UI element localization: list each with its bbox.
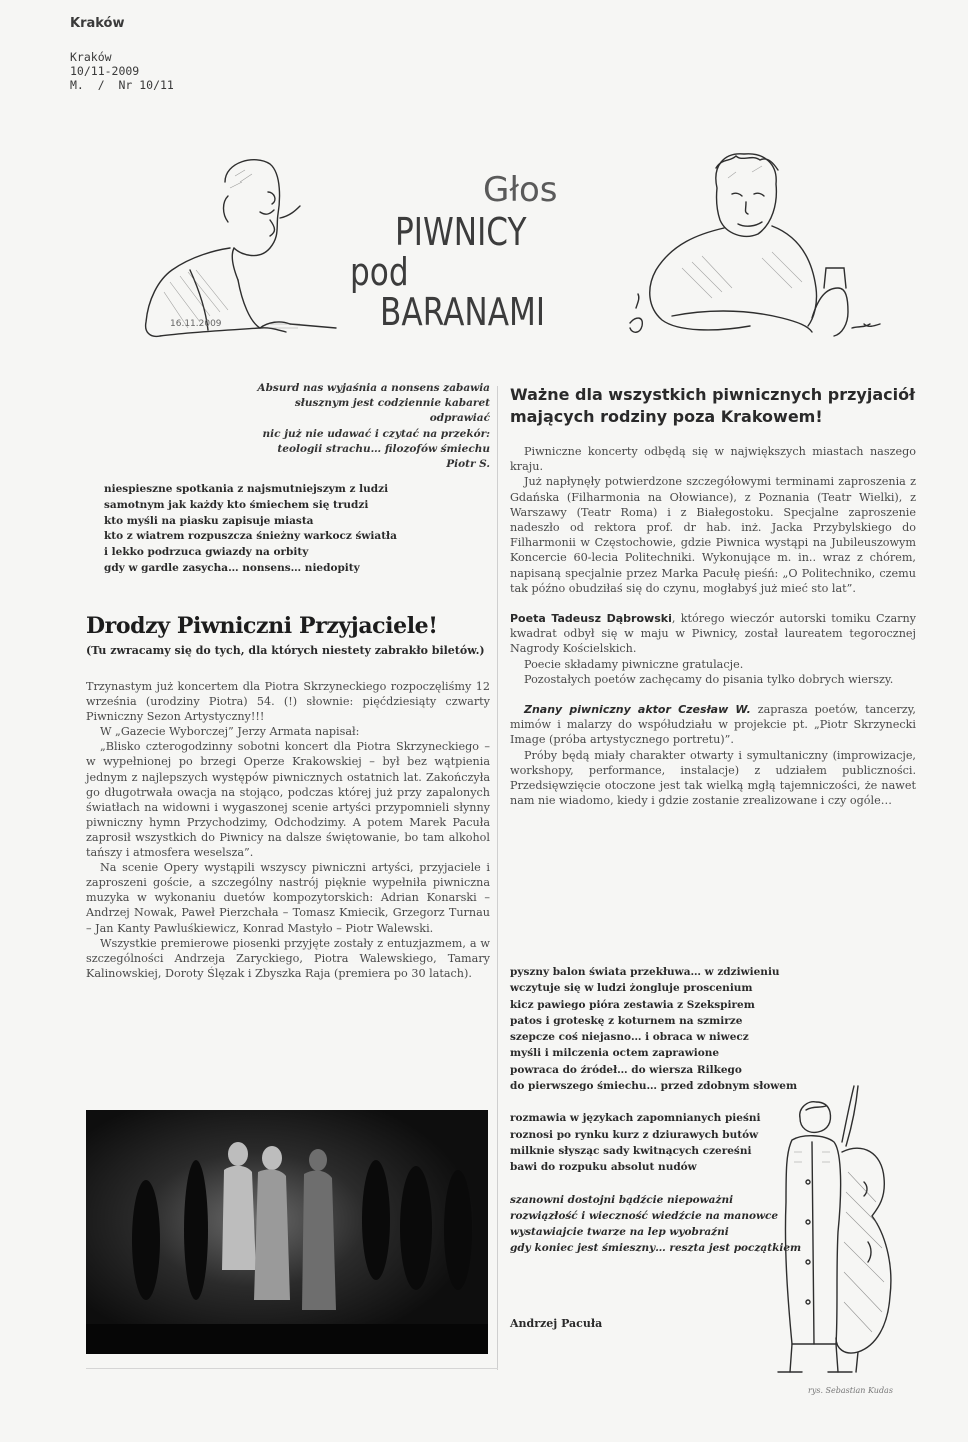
poem-line: niespieszne spotkania z najsmutniejszym z ludzi — [104, 483, 389, 495]
masthead-title-piwnicy: PIWNICY — [395, 210, 527, 254]
poet-name: Poeta Tadeusz Dąbrowski — [510, 612, 672, 626]
poem-line: teologii strachu… filozofów śmiechu — [277, 442, 490, 455]
poem-line: do pierwszego śmiechu… przed zdobnym słowem — [510, 1080, 798, 1093]
meta-line: 10/11-2009 — [70, 64, 140, 78]
article-body — [86, 679, 490, 981]
meta-line: Kraków — [70, 50, 112, 64]
article-paragraph: Trzynastym już koncertem dla Piotra Skrzyneckiego rozpoczęliśmy 12 września (urodziny Piotra) 54. (!) słownie: pięćdziesiąty czwarty Piwniczny Sezon Artystyczny!!! — [86, 680, 490, 724]
article-paragraph: „Blisko czterogodzinny sobotni koncert dla Piotra Skrzyneckiego – w wypełnionej po brzegi Operze Krakowskiej – był bez wątpienia jednym z najlepszych występów piwnicznych ostatnich lat. Zakończyła go długotrwała owacja na stojąco, podczas której już przy zapalonych światłach na widowni i wygaszonej scenie artyści przypomnieli słynny piwniczny hymn Przychodzimy, Odchodzimy. A potem Marek Pacuła zaprosił wszystkich do Piwnicy na dalsze świętowanie, bo tam alkohol tańszy i atmosfera weselsza”. — [86, 740, 490, 860]
masthead-title-pod: pod — [350, 250, 409, 294]
poem-line: milknie słysząc sady kwitnących czereśni — [510, 1144, 752, 1157]
poem-line: gdy koniec jest śmieszny… reszta jest początkiem — [510, 1242, 802, 1255]
cellist-drawing — [772, 1082, 932, 1378]
meta-line: M. / Nr 10/11 — [70, 78, 174, 92]
poem-line: i lekko podrzuca gwiazdy na orbity — [104, 546, 309, 559]
notice-text: , którego wieczór autorski tomiku Czarny kwadrat odbył się w maju w Piwnicy, został laureatem tegorocznej Nagrody Kościelskich. — [510, 612, 917, 656]
poem-line: kto myśli na piasku zapisuje miasta — [104, 514, 314, 527]
poem-signature: Piotr S. — [446, 458, 490, 471]
poem-line: szepcze coś niejasno… i obraca w niwecz — [510, 1031, 749, 1044]
poem-line: rozwiązłość i wieczność wiedźcie na manowce — [510, 1209, 779, 1222]
poem-line: kto z wiatrem rozpuszcza śnieżny warkocz światła — [104, 530, 397, 543]
poem-line: rozmawia w językach zapomnianych pieśni — [510, 1112, 761, 1125]
poem-line: bawi do rozpuku absolut nudów — [510, 1161, 697, 1174]
publication-meta — [70, 50, 174, 92]
poem-line: gdy w gardle zasycha… nonsens… niedopity — [104, 561, 360, 574]
article-heading: Drodzy Piwniczni Przyjaciele! — [86, 613, 438, 639]
drawing-date: 16.11.2009 — [170, 319, 222, 329]
notice-paragraph: Próby będą miały charakter otwarty i symultaniczny (improwizacje, workshopy, performance, instalacje) z udziałem publiczności. Przedsięwzięcie otoczone jest tak wielką mgłą tajemniczości, że nawet nam nie wiadomo, kiedy i gdzie zostanie zrealizowane i czy ogóle… — [510, 748, 916, 808]
poem-line: szanowni dostojni bądźcie niepoważni — [510, 1193, 734, 1206]
concert-photo — [86, 1110, 488, 1354]
notice-paragraph: Poecie składamy piwniczne gratulacje. — [524, 657, 744, 671]
poem-line: nic już nie udawać i czytać na przekór: — [262, 427, 490, 440]
poem-pacula — [510, 964, 810, 1273]
caricature-right-drawing — [612, 148, 892, 358]
poem-absurd — [250, 381, 490, 472]
poem-line: samotnym jak każdy kto śmiechem się trudzi — [104, 498, 369, 511]
poem-line: powraca do źródeł… do wiersza Rilkego — [510, 1063, 742, 1076]
poem-line: wystawiajcie twarze na lep wyobraźni — [510, 1226, 729, 1239]
poem-niespieszne — [104, 482, 484, 577]
illustration-credit: rys. Sebastian Kudas — [808, 1386, 893, 1395]
poem-line: Absurd nas wyjaśnia a nonsens zabawia — [257, 382, 490, 394]
column-divider — [497, 386, 498, 1370]
poem-line: wczytuje się w ludzi żongluje proscenium — [510, 982, 753, 995]
poem-stanza — [510, 1192, 810, 1257]
poem-line: roznosi po rynku kurz z dziurawych butów — [510, 1128, 759, 1141]
poem-line: pyszny balon świata przekłuwa… w zdziwieniu — [510, 966, 780, 978]
caricature-left-drawing — [130, 152, 345, 352]
poem-author: Andrzej Pacuła — [510, 1317, 603, 1330]
notice-text: zaprasza poetów, tancerzy, mimów i malarzy do współudziału w projekcie pt. „Piotr Skrzynecki Image (próba artystycznego portretu)”. — [510, 703, 916, 747]
article-paragraph: Wszystkie premierowe piosenki przyjęte zostały z entuzjazmem, a w szczególności Andrzeja Zaryckiego, Piotra Walewskiego, Tamary Kalinowskiej, Doroty Ślęzak i Zbyszka Raja (premiera po 30 latach). — [86, 936, 490, 980]
poem-line: patos i groteskę z koturnem na szmirze — [510, 1014, 743, 1027]
notice-paragraph: Pozostałych poetów zachęcamy do pisania tylko dobrych wierszy. — [524, 672, 894, 686]
poem-line: słusznym jest codziennie kabaret odprawiać — [294, 397, 490, 425]
notice-paragraph: Już napłynęły potwierdzone szczegółowymi terminami zaproszenia z Gdańska (Filharmonia na Ołowiance), z Poznania (Teatr Wielki), z Warszawy (Teatr Roma) i z Białegostoku. Specjalne zaproszenie nadeszło od rektora prof. dr hab. inż. Jacka Przybylskiego do Filharmonii w Częstochowie, gdzie Piwnica wystąpi na Jubileuszowym Koncercie 60-lecia Politechniki. Wykonujące m. in.. wraz z chórem, napisaną specjalnie przez Marka Pacułę pieśń: „O Politechniko, czemu tak późno obudziłaś się do czynu, mogłabyś już mieć sto lat”. — [510, 475, 916, 595]
notice-paragraph-laureate — [510, 611, 916, 657]
notice-paragraph: Piwniczne koncerty odbędą się w największych miastach naszego kraju. — [510, 445, 916, 474]
poem-stanza — [510, 964, 810, 1094]
poem-line: myśli i milczenia octem zaprawione — [510, 1047, 720, 1060]
article-subheading: (Tu zwracamy się do tych, dla których niestety zabrakło biletów.) — [86, 644, 485, 657]
notice-heading: Ważne dla wszystkich piwnicznych przyjaciół mających rodziny poza Krakowem! — [510, 385, 916, 426]
article-paragraph: W „Gazecie Wyborczej” Jerzy Armata napisał: — [100, 725, 360, 739]
header-city: Kraków — [70, 16, 125, 31]
notice-body — [510, 444, 916, 808]
masthead-title-baranami: BARANAMI — [380, 290, 546, 334]
masthead-title-glos: Głos — [483, 170, 558, 210]
poem-line: kicz pawiego pióra zestawia z Szekspirem — [510, 998, 755, 1011]
notice-paragraph-invitation — [510, 702, 916, 748]
bottom-divider — [86, 1368, 498, 1369]
poem-stanza — [510, 1110, 810, 1175]
actor-name: Znany piwniczny aktor Czesław W. — [524, 703, 751, 717]
article-paragraph: Na scenie Opery wystąpili wszyscy piwniczni artyści, przyjaciele i zaproszeni goście, a szczególny nastrój pięknie wypełniła piwniczna muzyka w wykonaniu duetów kompozytorskich: Adrian Konarski – Andrzej Nowak, Paweł Pierzchała – Tomasz Kmiecik, Grzegorz Turnau – Jan Kanty Pawluśkiewicz, Konrad Mastyło – Piotr Walewski. — [86, 861, 490, 935]
